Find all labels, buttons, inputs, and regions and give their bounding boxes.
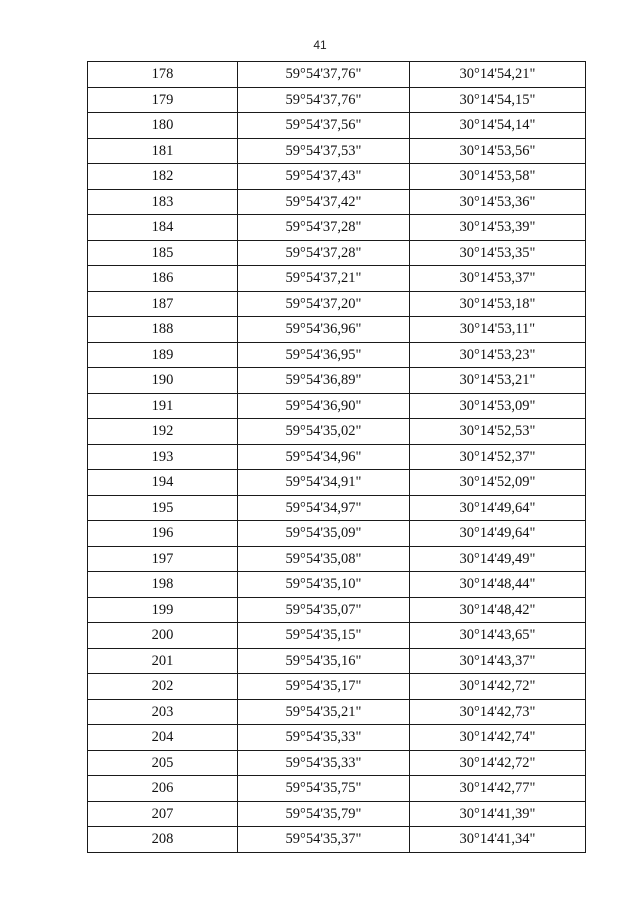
table-row	[88, 674, 586, 700]
latitude-cell: 59°54'35,16"	[238, 648, 410, 674]
longitude-cell: 30°14'49,64"	[410, 495, 586, 521]
table-row	[88, 623, 586, 649]
latitude-cell: 59°54'37,42"	[238, 189, 410, 215]
table-row	[88, 240, 586, 266]
point-number-cell: 206	[88, 776, 238, 802]
longitude-cell: 30°14'53,37"	[410, 266, 586, 292]
table-row	[88, 368, 586, 394]
table-row	[88, 215, 586, 241]
latitude-cell: 59°54'36,95"	[238, 342, 410, 368]
point-number-cell: 198	[88, 572, 238, 598]
point-number-cell: 181	[88, 138, 238, 164]
latitude-cell: 59°54'37,28"	[238, 215, 410, 241]
longitude-cell: 30°14'54,15"	[410, 87, 586, 113]
longitude-cell: 30°14'42,72"	[410, 750, 586, 776]
latitude-cell: 59°54'35,08"	[238, 546, 410, 572]
longitude-cell: 30°14'49,49"	[410, 546, 586, 572]
longitude-cell: 30°14'52,37"	[410, 444, 586, 470]
latitude-cell: 59°54'35,17"	[238, 674, 410, 700]
point-number-cell: 186	[88, 266, 238, 292]
table-row	[88, 393, 586, 419]
table-row	[88, 62, 586, 88]
latitude-cell: 59°54'34,96"	[238, 444, 410, 470]
point-number-cell: 179	[88, 87, 238, 113]
table-row	[88, 699, 586, 725]
coordinates-table-body	[88, 62, 586, 853]
point-number-cell: 184	[88, 215, 238, 241]
longitude-cell: 30°14'52,53"	[410, 419, 586, 445]
latitude-cell: 59°54'35,79"	[238, 801, 410, 827]
point-number-cell: 188	[88, 317, 238, 343]
point-number-cell: 195	[88, 495, 238, 521]
longitude-cell: 30°14'53,35"	[410, 240, 586, 266]
point-number-cell: 197	[88, 546, 238, 572]
point-number-cell: 204	[88, 725, 238, 751]
coordinates-table	[87, 61, 586, 853]
table-row	[88, 164, 586, 190]
longitude-cell: 30°14'53,09"	[410, 393, 586, 419]
latitude-cell: 59°54'35,10"	[238, 572, 410, 598]
point-number-cell: 180	[88, 113, 238, 139]
table-row	[88, 189, 586, 215]
latitude-cell: 59°54'35,37"	[238, 827, 410, 853]
longitude-cell: 30°14'48,42"	[410, 597, 586, 623]
point-number-cell: 208	[88, 827, 238, 853]
point-number-cell: 191	[88, 393, 238, 419]
latitude-cell: 59°54'35,33"	[238, 725, 410, 751]
point-number-cell: 202	[88, 674, 238, 700]
table-row	[88, 470, 586, 496]
latitude-cell: 59°54'35,75"	[238, 776, 410, 802]
table-row	[88, 291, 586, 317]
latitude-cell: 59°54'37,20"	[238, 291, 410, 317]
table-row	[88, 266, 586, 292]
point-number-cell: 205	[88, 750, 238, 776]
latitude-cell: 59°54'34,91"	[238, 470, 410, 496]
latitude-cell: 59°54'35,02"	[238, 419, 410, 445]
latitude-cell: 59°54'37,76"	[238, 87, 410, 113]
longitude-cell: 30°14'53,23"	[410, 342, 586, 368]
longitude-cell: 30°14'41,34"	[410, 827, 586, 853]
point-number-cell: 190	[88, 368, 238, 394]
point-number-cell: 201	[88, 648, 238, 674]
point-number-cell: 185	[88, 240, 238, 266]
latitude-cell: 59°54'35,21"	[238, 699, 410, 725]
point-number-cell: 192	[88, 419, 238, 445]
latitude-cell: 59°54'35,07"	[238, 597, 410, 623]
longitude-cell: 30°14'49,64"	[410, 521, 586, 547]
point-number-cell: 193	[88, 444, 238, 470]
longitude-cell: 30°14'53,39"	[410, 215, 586, 241]
table-row	[88, 827, 586, 853]
latitude-cell: 59°54'37,28"	[238, 240, 410, 266]
longitude-cell: 30°14'42,74"	[410, 725, 586, 751]
longitude-cell: 30°14'54,14"	[410, 113, 586, 139]
point-number-cell: 189	[88, 342, 238, 368]
longitude-cell: 30°14'42,72"	[410, 674, 586, 700]
latitude-cell: 59°54'35,15"	[238, 623, 410, 649]
table-row	[88, 495, 586, 521]
table-row	[88, 648, 586, 674]
point-number-cell: 194	[88, 470, 238, 496]
table-row	[88, 725, 586, 751]
longitude-cell: 30°14'53,36"	[410, 189, 586, 215]
table-row	[88, 113, 586, 139]
latitude-cell: 59°54'35,33"	[238, 750, 410, 776]
longitude-cell: 30°14'42,77"	[410, 776, 586, 802]
latitude-cell: 59°54'36,89"	[238, 368, 410, 394]
latitude-cell: 59°54'37,21"	[238, 266, 410, 292]
table-row	[88, 572, 586, 598]
longitude-cell: 30°14'53,11"	[410, 317, 586, 343]
table-row	[88, 776, 586, 802]
page-number: 41	[313, 38, 327, 52]
table-row	[88, 419, 586, 445]
point-number-cell: 187	[88, 291, 238, 317]
longitude-cell: 30°14'52,09"	[410, 470, 586, 496]
point-number-cell: 182	[88, 164, 238, 190]
longitude-cell: 30°14'54,21"	[410, 62, 586, 88]
longitude-cell: 30°14'53,58"	[410, 164, 586, 190]
table-row	[88, 87, 586, 113]
table-row	[88, 750, 586, 776]
table-row	[88, 597, 586, 623]
latitude-cell: 59°54'36,96"	[238, 317, 410, 343]
table-row	[88, 444, 586, 470]
longitude-cell: 30°14'43,65"	[410, 623, 586, 649]
latitude-cell: 59°54'34,97"	[238, 495, 410, 521]
longitude-cell: 30°14'42,73"	[410, 699, 586, 725]
point-number-cell: 207	[88, 801, 238, 827]
table-row	[88, 546, 586, 572]
table-row	[88, 342, 586, 368]
point-number-cell: 196	[88, 521, 238, 547]
point-number-cell: 199	[88, 597, 238, 623]
longitude-cell: 30°14'53,18"	[410, 291, 586, 317]
longitude-cell: 30°14'53,56"	[410, 138, 586, 164]
table-row	[88, 521, 586, 547]
point-number-cell: 200	[88, 623, 238, 649]
point-number-cell: 203	[88, 699, 238, 725]
latitude-cell: 59°54'37,53"	[238, 138, 410, 164]
latitude-cell: 59°54'36,90"	[238, 393, 410, 419]
point-number-cell: 178	[88, 62, 238, 88]
latitude-cell: 59°54'37,56"	[238, 113, 410, 139]
longitude-cell: 30°14'48,44"	[410, 572, 586, 598]
table-row	[88, 317, 586, 343]
point-number-cell: 183	[88, 189, 238, 215]
table-row	[88, 138, 586, 164]
longitude-cell: 30°14'43,37"	[410, 648, 586, 674]
latitude-cell: 59°54'37,43"	[238, 164, 410, 190]
longitude-cell: 30°14'41,39"	[410, 801, 586, 827]
table-row	[88, 801, 586, 827]
latitude-cell: 59°54'35,09"	[238, 521, 410, 547]
longitude-cell: 30°14'53,21"	[410, 368, 586, 394]
latitude-cell: 59°54'37,76"	[238, 62, 410, 88]
